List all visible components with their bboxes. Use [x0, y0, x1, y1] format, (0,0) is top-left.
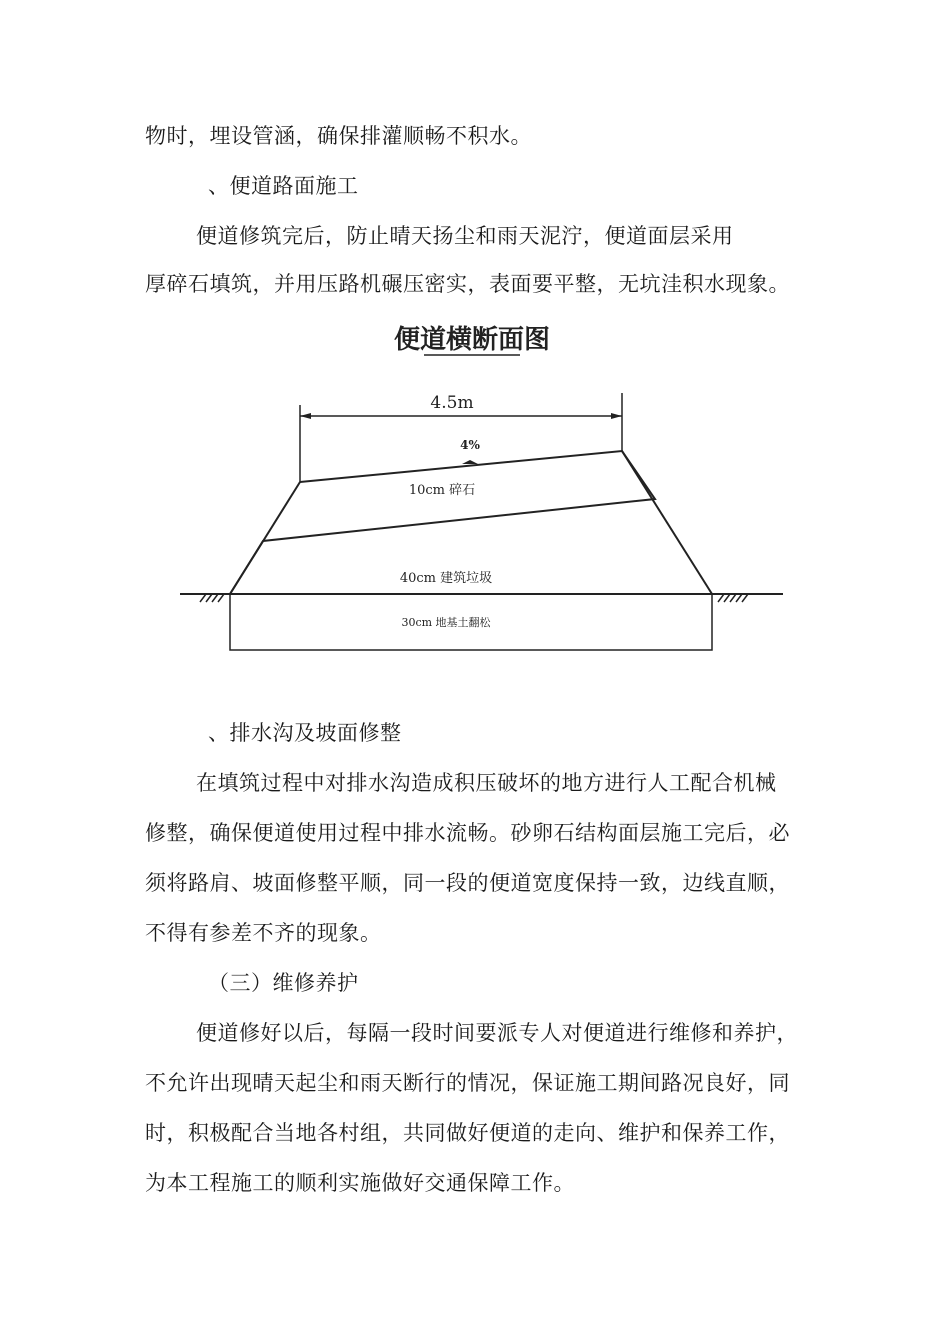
- paragraph-line: 便道修筑完后，防止晴天扬尘和雨天泥泞，便道面层采用: [196, 224, 734, 248]
- paragraph-line: 厚碎石填筑，并用压路机碾压密实，表面要平整，无坑洼积水现象。: [145, 272, 790, 296]
- slope-arrow-icon: [462, 460, 478, 464]
- paragraph-line: 物时，埋设管涵，确保排灌顺畅不积水。: [145, 124, 532, 148]
- dimension-arrow-right: [611, 413, 622, 419]
- right-slope-line: [622, 451, 712, 594]
- ground-hatch-right-icon: [718, 594, 748, 602]
- paragraph-line: 修整，确保便道使用过程中排水流畅。砂卵石结构面层施工完后，必: [145, 821, 790, 845]
- paragraph-line: 为本工程施工的顺利实施做好交通保障工作。: [145, 1171, 575, 1195]
- paragraph-line: 在填筑过程中对排水沟造成积压破坏的地方进行人工配合机械: [196, 771, 777, 795]
- dimension-arrow-left: [300, 413, 311, 419]
- width-label: 4.5m: [430, 393, 474, 413]
- base-layer-label: 30cm 地基土翻松: [401, 616, 491, 629]
- diagram-title: 便道横断面图: [393, 325, 551, 355]
- section-heading-maintenance: （三）维修养护: [208, 971, 359, 995]
- paragraph-line: 不允许出现晴天起尘和雨天断行的情况，保证施工期间路况良好，同: [145, 1071, 790, 1095]
- paragraph-line: 便道修好以后，每隔一段时间要派专人对便道进行维修和养护，: [196, 1021, 798, 1045]
- paragraph-line: 不得有参差不齐的现象。: [145, 921, 382, 945]
- fill-layer-label: 40cm 建筑垃圾: [399, 571, 493, 586]
- slope-label: 4%: [460, 438, 480, 452]
- section-heading-pavement: 、便道路面施工: [208, 174, 359, 198]
- paragraph-line: 时，积极配合当地各村组，共同做好便道的走向、维护和保养工作，: [145, 1121, 790, 1145]
- section-heading-drainage: 、排水沟及坡面修整: [208, 721, 402, 745]
- gravel-layer-label: 10cm 碎石: [408, 483, 476, 498]
- ground-hatch-left-icon: [200, 594, 224, 602]
- paragraph-line: 须将路肩、坡面修整平顺，同一段的便道宽度保持一致，边线直顺，: [145, 871, 790, 895]
